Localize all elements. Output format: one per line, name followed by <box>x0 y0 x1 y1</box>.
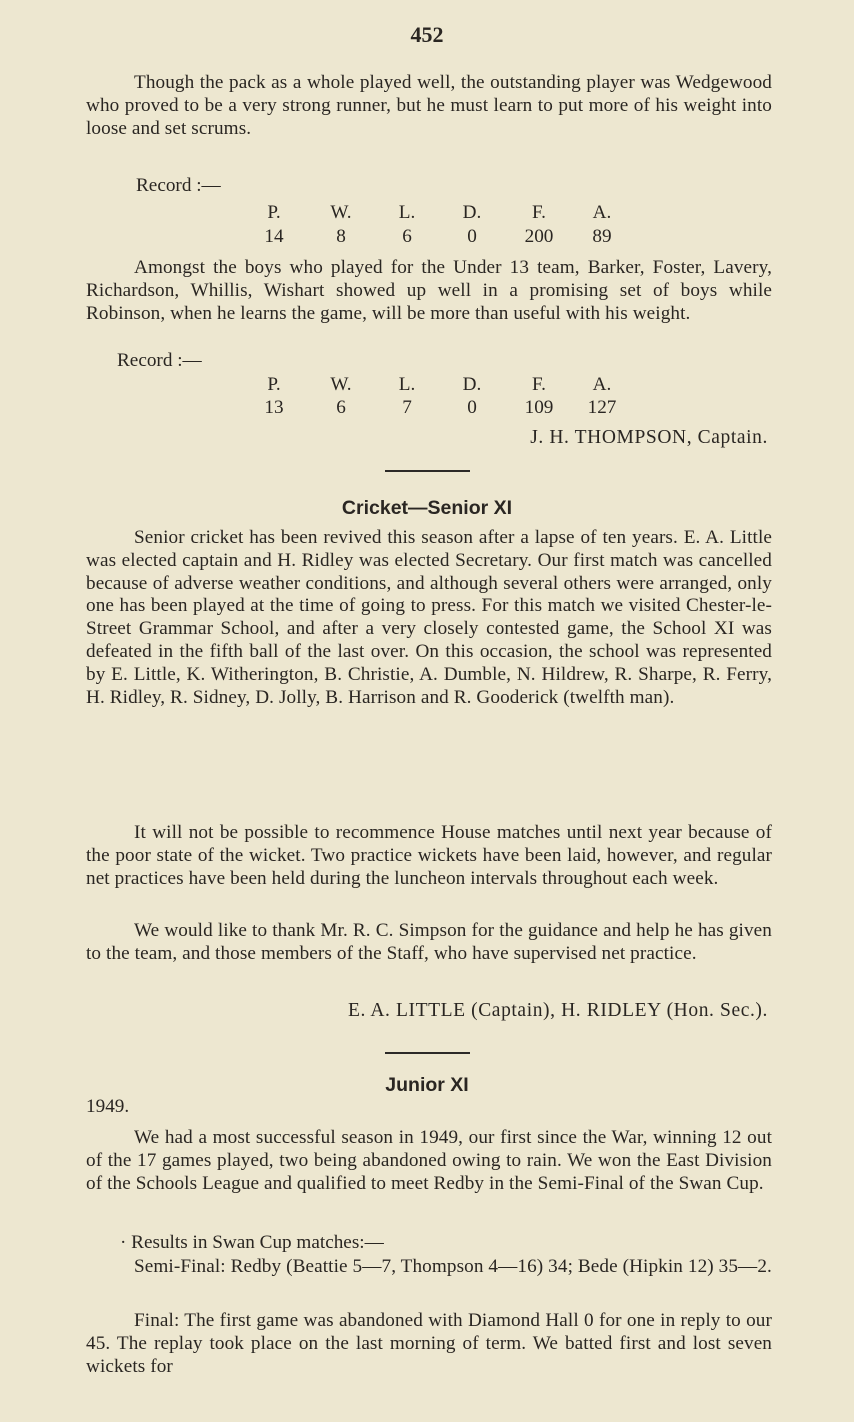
swan-cup-results-label: · Results in Swan Cup matches:— <box>120 1232 384 1253</box>
record-2-value-played: 13 <box>264 397 284 418</box>
rugby-record-1-headers <box>0 202 854 226</box>
record-2-value-against: 127 <box>587 397 617 418</box>
rugby-record-2-headers <box>0 374 854 398</box>
record-1-header-against: A. <box>592 202 612 223</box>
cricket-senior-paragraph-3: We would like to thank Mr. R. C. Simpson for the guidance and help he has given to the team, and those members of the Staff, who have supervised net practice. <box>86 920 772 964</box>
record-2-header-played: P. <box>267 374 281 395</box>
rugby-record-2-label: Record :— <box>117 350 202 371</box>
record-2-header-drawn: D. <box>462 374 482 395</box>
cricket-junior-year: 1949. <box>86 1096 130 1117</box>
record-2-header-for: F. <box>532 374 546 395</box>
record-1-header-played: P. <box>267 202 281 223</box>
rugby-record-1-values <box>0 226 854 250</box>
record-1-value-won: 8 <box>336 226 346 247</box>
rugby-record-2-values <box>0 397 854 421</box>
rugby-paragraph-2: Amongst the boys who played for the Under 13 team, Barker, Foster, Lavery, Richardson, Whillis, Wishart showed up well in a promising set of boys while Robinson, when he learns the game, will be more than useful with his weight. <box>86 257 772 324</box>
record-2-header-won: W. <box>330 374 352 395</box>
record-1-header-for: F. <box>532 202 546 223</box>
cricket-senior-paragraph-2: It will not be possible to recommence House matches until next year because of the poor state of the wicket. Two practice wickets have been laid, however, and regular net practices have been held during the luncheon intervals throughout each week. <box>86 822 772 889</box>
record-1-header-drawn: D. <box>462 202 482 223</box>
record-1-value-for: 200 <box>524 226 554 247</box>
cricket-junior-heading: Junior XI <box>385 1074 469 1096</box>
rugby-paragraph-1: Though the pack as a whole played well, the outstanding player was Wedgewood who proved to be a very strong runner, but he must learn to put more of his weight into loose and set scrums. <box>86 72 772 139</box>
section-divider <box>385 470 470 472</box>
record-1-header-won: W. <box>330 202 352 223</box>
cricket-senior-heading: Cricket—Senior XI <box>341 497 513 519</box>
record-1-value-lost: 6 <box>402 226 412 247</box>
semi-final-result: Semi-Final: Redby (Beattie 5—7, Thompson 4—16) 34; Bede (Hipkin 12) 35—2. <box>134 1256 772 1277</box>
cricket-junior-paragraph-1: We had a most successful season in 1949, our first since the War, winning 12 out of the 17 games played, two being abandoned owing to rain. We won the East Division of the Schools League and qualified to meet Redby in the Semi-Final of the Swan Cup. <box>86 1127 772 1194</box>
record-2-value-for: 109 <box>524 397 554 418</box>
record-2-header-lost: L. <box>398 374 416 395</box>
record-2-value-lost: 7 <box>402 397 412 418</box>
record-1-value-played: 14 <box>264 226 284 247</box>
cricket-senior-signature: E. A. LITTLE (Captain), H. RIDLEY (Hon. Sec.). <box>347 1000 768 1021</box>
section-divider <box>385 1052 470 1054</box>
record-2-header-against: A. <box>592 374 612 395</box>
cricket-senior-paragraph-1: Senior cricket has been revived this season after a lapse of ten years. E. A. Little was elected captain and H. Ridley was elected Secretary. Our first match was cancelled because of adverse weather conditions, and although several others were arranged, only one has been played at the time of going to press. For this match we visited Chester-le-Street Grammar School, and after a very closely contested game, the School XI was defeated in the fifth ball of the last over. On this occasion, the school was represented by E. Little, K. Witherington, B. Christie, A. Dumble, N. Hildrew, R. Sharpe, R. Ferry, H. Ridley, R. Sidney, D. Jolly, B. Harrison and R. Gooderick (twelfth man). <box>86 527 772 708</box>
record-1-value-against: 89 <box>592 226 612 247</box>
record-1-value-drawn: 0 <box>467 226 477 247</box>
rugby-signature: J. H. THOMPSON, Captain. <box>530 427 768 448</box>
record-2-value-drawn: 0 <box>467 397 477 418</box>
page-number: 452 <box>410 22 444 47</box>
record-1-header-lost: L. <box>398 202 416 223</box>
record-2-value-won: 6 <box>336 397 346 418</box>
rugby-record-1-label: Record :— <box>136 175 221 196</box>
final-result: Final: The first game was abandoned with Diamond Hall 0 for one in reply to our 45. The replay took place on the last morning of term. We batted first and lost seven wickets for <box>86 1310 772 1377</box>
